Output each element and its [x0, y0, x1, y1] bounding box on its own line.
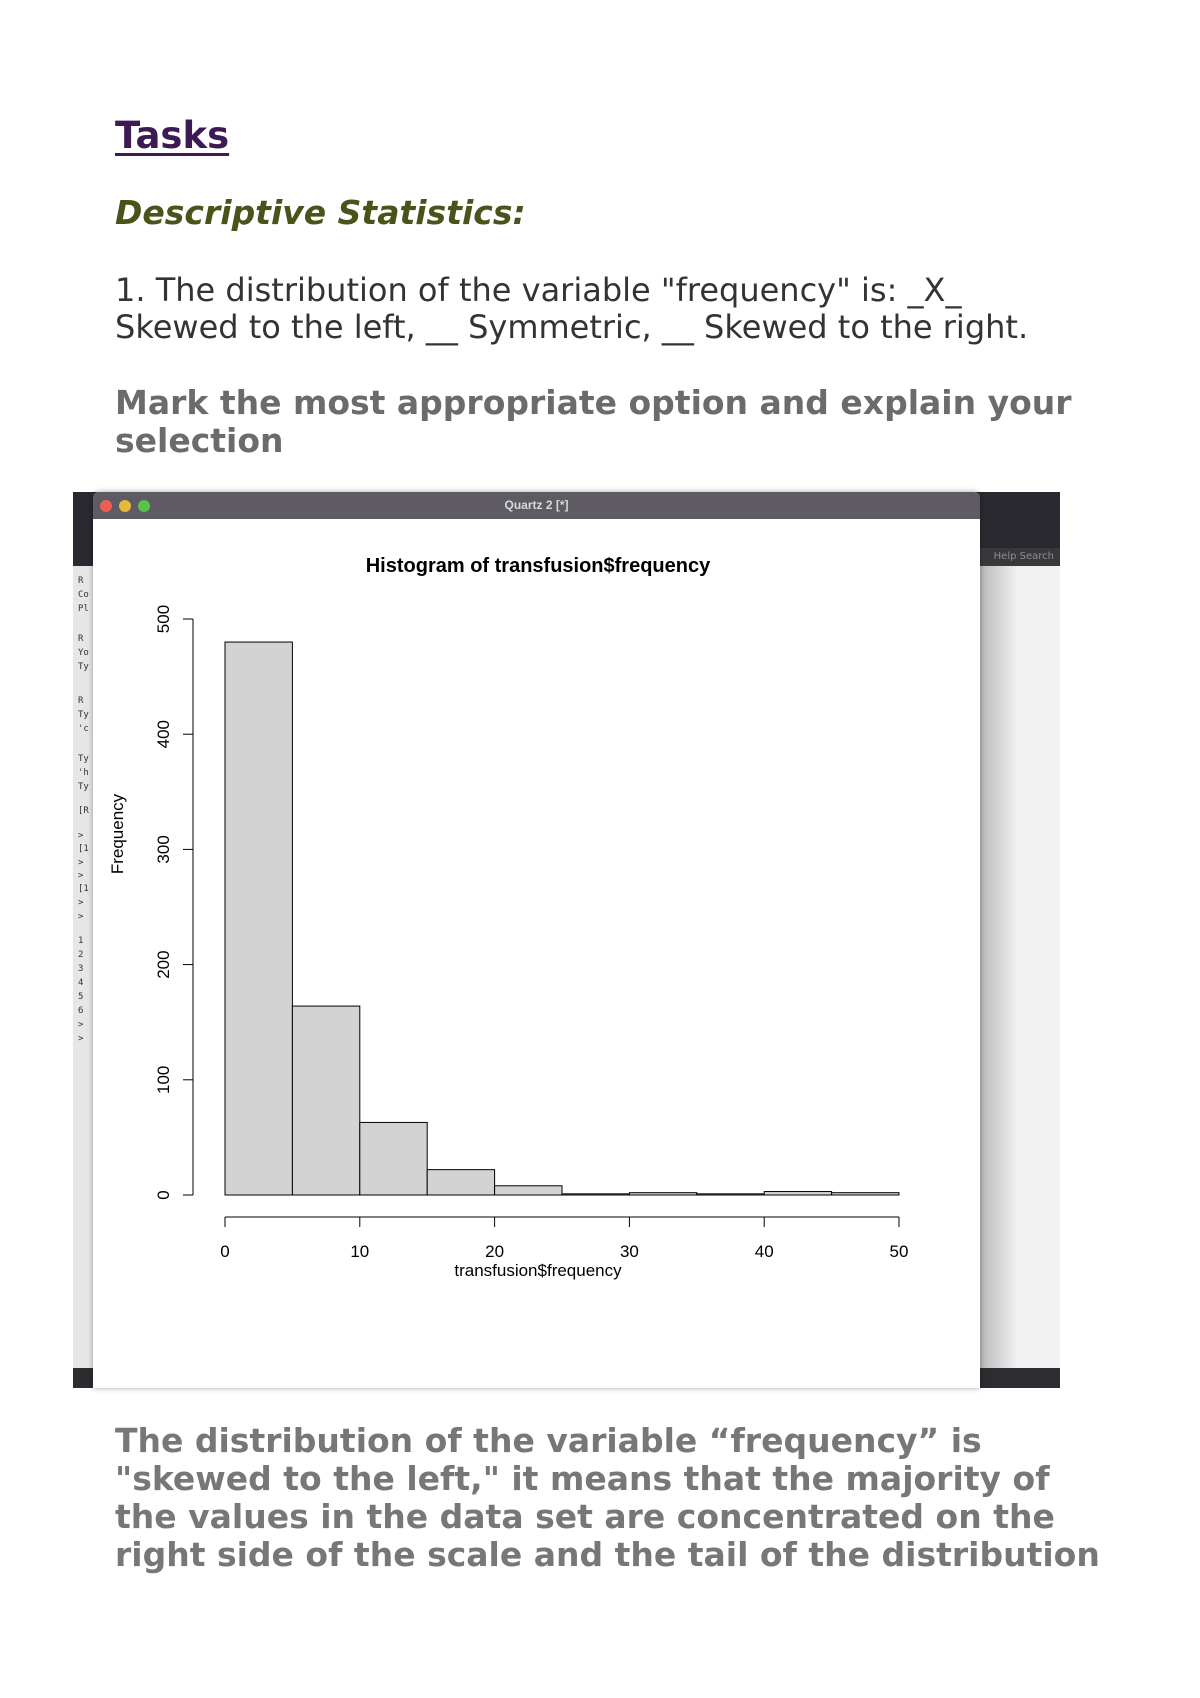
x-tick-label: 50 [889, 1242, 909, 1261]
console-line: [1 [78, 884, 89, 894]
page-heading: Tasks [115, 114, 230, 157]
question-text: 1. The distribution of the variable "frequency" is: _X_ Skewed to the left, __ Symmetric, __ Skewed to the right. [115, 271, 1029, 346]
console-line: > [78, 831, 84, 841]
histogram-bar [697, 1194, 764, 1195]
console-line: R [78, 696, 84, 706]
section-subheading: Descriptive Statistics: [115, 193, 526, 232]
console-line: 2 [78, 950, 84, 960]
answer-line: right side of the scale and the tail of the distribution [115, 1535, 1100, 1574]
histogram-bar [495, 1186, 562, 1195]
y-tick-label: 0 [154, 1190, 173, 1200]
histogram-bar [360, 1122, 427, 1195]
histogram-bar [225, 642, 292, 1195]
answer-line: the values in the data set are concentrated on the [115, 1497, 1055, 1536]
console-line: Yo [78, 648, 89, 658]
console-line: 5 [78, 992, 84, 1002]
x-tick-label: 10 [350, 1242, 370, 1261]
answer-explanation [115, 1422, 1155, 1574]
histogram-bar [427, 1170, 494, 1195]
quartz-window [93, 492, 980, 1388]
answer-line: The distribution of the variable “frequency” is [115, 1421, 982, 1460]
y-tick-label: 100 [154, 1065, 173, 1094]
console-line: > [78, 1020, 84, 1030]
x-axis [220, 1217, 908, 1261]
x-tick-label: 40 [754, 1242, 774, 1261]
histogram-bar [764, 1192, 831, 1195]
console-line: > [78, 898, 84, 908]
console-line: R [78, 576, 84, 586]
console-line: Ty [78, 710, 89, 720]
window-title: Quartz 2 [*] [504, 498, 569, 512]
console-line: 3 [78, 964, 84, 974]
console-line: > [78, 858, 84, 868]
console-line: Ty [78, 754, 89, 764]
r-console-strip [73, 566, 93, 1368]
chart-title: Histogram of transfusion$frequency [365, 555, 711, 577]
instruction-text: Mark the most appropriate option and explain your selection [115, 383, 1072, 460]
histogram-bar [292, 1006, 359, 1195]
console-line: 6 [78, 1006, 84, 1016]
console-line: Co [78, 590, 89, 600]
x-tick-label: 20 [485, 1242, 505, 1261]
x-tick-label: 30 [619, 1242, 639, 1261]
y-axis-label: Frequency [108, 793, 127, 875]
histogram-bar [832, 1193, 899, 1195]
histogram-bar [562, 1194, 629, 1195]
console-line: Ty [78, 782, 89, 792]
console-line: 4 [78, 978, 84, 988]
window-titlebar[interactable] [93, 492, 980, 519]
console-line: Pl [78, 604, 89, 614]
y-tick-label: 200 [154, 950, 173, 979]
y-tick-label: 400 [154, 720, 173, 749]
console-line: > [78, 1034, 84, 1044]
answer-line: "skewed to the left," it means that the majority of [115, 1459, 1050, 1498]
r-screenshot [73, 492, 1060, 1388]
console-line: > [78, 871, 84, 881]
console-line: 1 [78, 936, 84, 946]
console-line: R [78, 634, 84, 644]
histogram-bars [225, 642, 899, 1195]
console-line: [1 [78, 844, 89, 854]
histogram-bar [629, 1193, 696, 1195]
console-line: Ty [78, 662, 89, 672]
x-axis-label: transfusion$frequency [454, 1261, 622, 1280]
window-shadow [978, 566, 1018, 1368]
histogram-chart [93, 519, 980, 1388]
console-line: 'c [78, 724, 89, 734]
console-line: > [78, 912, 84, 922]
console-line: 'h [78, 768, 89, 778]
help-search-field[interactable]: Help Search [980, 548, 1060, 566]
console-line: [R [78, 806, 89, 816]
y-axis [154, 605, 193, 1200]
y-tick-label: 500 [154, 604, 173, 634]
x-tick-label: 0 [220, 1242, 230, 1261]
y-tick-label: 300 [154, 835, 173, 864]
